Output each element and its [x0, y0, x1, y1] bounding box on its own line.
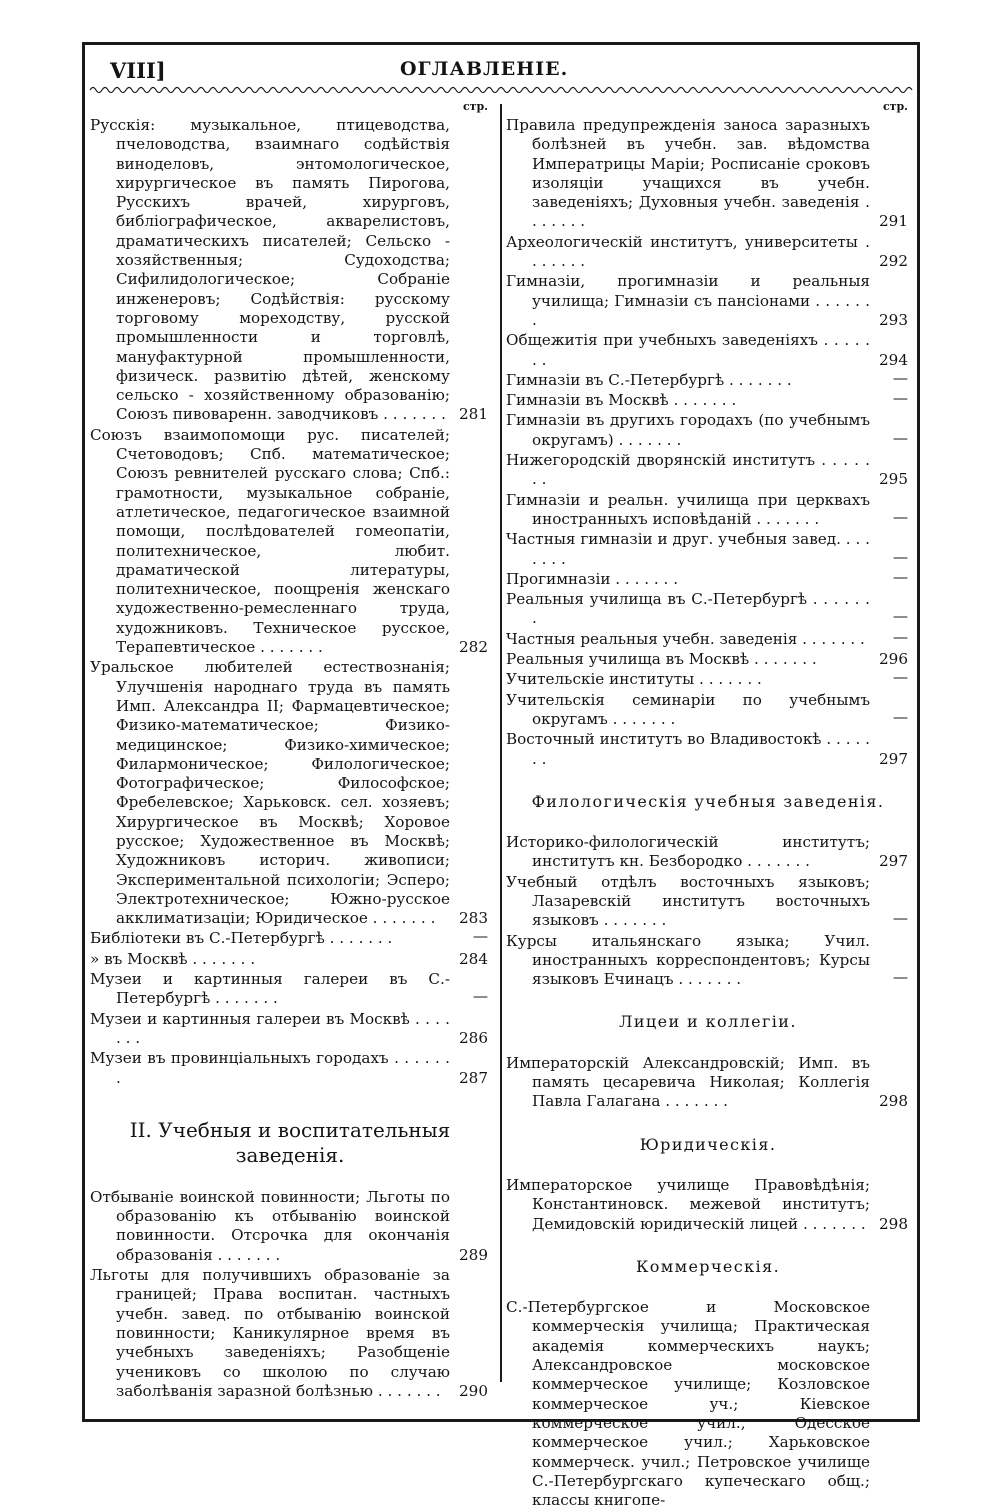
toc-entry-text: Гимназіи въ Москвѣ . . . . . . . [506, 391, 737, 410]
toc-entry-page: — [892, 707, 908, 726]
toc-entry-page: 281 [459, 405, 488, 424]
toc-entry [506, 331, 910, 370]
toc-entry [90, 1010, 490, 1049]
toc-entry-text: Гимназіи, прогимназіи и реальныя училища; Гимназіи съ пансіонами . . . . . . . [506, 272, 870, 329]
toc-entry-page: 296 [879, 650, 908, 669]
toc-entry [506, 833, 910, 872]
toc-entry-text: Учительскіе институты . . . . . . . [506, 670, 762, 689]
toc-entry-text: Музеи и картинныя галереи въ Москвѣ . . . . . . . [90, 1009, 450, 1047]
toc-entry-page: — [892, 909, 908, 928]
toc-entry [506, 567, 910, 589]
toc-entry [506, 932, 910, 990]
toc-entry-page: 287 [459, 1068, 488, 1087]
right-entries-list [506, 116, 910, 769]
toc-entry [506, 116, 910, 232]
left-column [90, 98, 490, 1402]
toc-entry-page: — [892, 389, 908, 408]
toc-entry-text: Императорскій Александровскій; Имп. въ память цесаревича Николая; Коллегія Павла Галагана . . . . . . . [506, 1053, 870, 1111]
toc-entry-page: 284 [459, 949, 488, 968]
toc-entry [506, 530, 910, 569]
juridical-entries [506, 1176, 910, 1234]
toc-entry-text: Музеи въ провинціальныхъ городахъ . . . . . . . [90, 1049, 450, 1087]
commercial-entries [506, 1298, 910, 1510]
toc-entry-page: 295 [879, 470, 908, 489]
toc-entry-page: — [892, 428, 908, 447]
toc-entry [506, 691, 910, 730]
toc-entry-page: 297 [879, 852, 908, 871]
toc-entry [506, 411, 910, 450]
page-column-label: стр. [462, 100, 488, 113]
toc-entry [506, 1176, 910, 1234]
toc-entry-text: Гимназіи и реальн. училища при церквахъ иностранныхъ исповѣданій . . . . . . . [506, 490, 870, 528]
toc-entry [90, 970, 490, 1009]
toc-entry-text: Курсы итальянскаго языка; Учил. иностранныхъ корреспондентовъ; Курсы языковъ Ечинацъ . . . . . . . [506, 931, 870, 989]
lyceum-entries [506, 1054, 910, 1112]
toc-entry-page: 297 [879, 749, 908, 768]
toc-entry-page: — [892, 567, 908, 586]
toc-entry [506, 650, 910, 669]
toc-entry-page: — [892, 368, 908, 387]
toc-entry [506, 451, 910, 490]
toc-entry-text: Историко-филологическій институтъ; институтъ кн. Безбородко . . . . . . . [506, 833, 870, 871]
toc-entry-page: 293 [879, 310, 908, 329]
toc-entry-text: Гимназіи въ С.-Петербургѣ . . . . . . . [506, 370, 792, 389]
toc-entry-text: Уральское любителей естествознанія; Улучшенія народнаго труда въ память Имп. Александра II; Фармацевтическое; Физико-математическое; Физико-медицинское; Физико-химическое; Филармоническое; Филологическое; Фотографическое; Философское; Фребелевское; Харьковск. сел. хозяевъ; Хирургическое въ Москвѣ; Хоровое русское; Художественное въ Москвѣ; Художниковъ историч. живописи; Экспериментальной психологіи; Эсперо; Электротехническое; Южно-русское акклиматизаціи; Юридическое . . . . . . . [90, 658, 450, 928]
toc-entry [90, 658, 490, 928]
toc-entry-page: 290 [459, 1381, 488, 1400]
toc-entry-text: Общежитія при учебныхъ заведеніяхъ . . . . . . . [506, 331, 870, 369]
toc-entry-text: Императорское училище Правовѣдѣнія; Константиновск. межевой институтъ; Демидовскій юридическій лицей . . . . . . . [506, 1175, 870, 1233]
subsection-title-lyceums: Лицеи и коллегіи. [619, 1012, 797, 1032]
toc-entry-text: Учебный отдѣлъ восточныхъ языковъ; Лазаревскій институтъ восточныхъ языковъ . . . . . . . [506, 872, 870, 930]
toc-entry-page: 292 [879, 252, 908, 271]
toc-entry-text: Реальныя училища въ С.-Петербургѣ . . . . . . . [506, 590, 870, 628]
toc-entry-page: — [892, 668, 908, 687]
subsection-title-philological: Филологическія учебныя заведенія. [531, 791, 885, 811]
page-column-label: стр. [882, 100, 908, 113]
toc-entry [506, 1298, 910, 1510]
toc-entry-text: Восточный институтъ во Владивостокѣ . . . . . . . [506, 730, 870, 768]
subsection-title-commercial: Коммерческія. [635, 1256, 781, 1276]
philological-entries [506, 833, 910, 989]
toc-entry-page: 291 [879, 212, 908, 231]
toc-entry-text: Гимназіи въ другихъ городахъ (по учебнымъ округамъ) . . . . . . . [506, 411, 870, 449]
toc-entry-page: 282 [459, 638, 488, 657]
toc-entry-page: 286 [459, 1028, 488, 1047]
toc-entry-page: — [472, 987, 488, 1006]
toc-entry-text: Частныя гимназіи и друг. учебныя завед. . . . . . . . [506, 530, 870, 568]
section-title: II. Учебныя и воспитательныя заведенія. [129, 1117, 451, 1167]
subsection-title-juridical: Юридическія. [639, 1134, 777, 1154]
toc-entry [506, 590, 910, 629]
toc-entry-page: — [892, 627, 908, 646]
toc-entry-text: Прогимназіи . . . . . . . [506, 569, 679, 588]
toc-entry-text: Союзъ взаимопомощи рус. писателей; Счетоводовъ; Спб. математическое; Союзъ ревнителей русскаго слова; Спб.: грамотности, музыкальное собраніе, атлетическое, педагогическое взаимной помощи, послѣдователей гомеопатіи, политехническое, любит. драматической литературы, политехническое, поощренія женскаго художественно-ремесленнаго труда, художниковъ. Техническое русское, Терапевтическое . . . . . . . [90, 425, 450, 657]
toc-entry-text: С.-Петербургское и Московское коммерческія училища; Практическая академія коммерческихъ наукъ; Александровское московское коммерческое училище; Козловское коммерческое уч.; Кіевское коммерческое учил., Одесское коммерческое учил.; Харьковское коммерческ. учил.; Петровское училище С.-Петербургскаго купеческаго общ.; классы книгопе- [506, 1298, 870, 1510]
left-entries-list [90, 116, 490, 1088]
toc-entry-text: Льготы для получившихъ образованіе за границей; Права воспитан. частныхъ учебн. завед. по отбыванію воинской повинности; Каникулярное время въ учебныхъ заведеніяхъ; Разобщеніе учениковъ со школою по случаю заболѣванія заразной болѣзнью . . . . . . . [90, 1266, 450, 1400]
toc-entry [506, 368, 910, 390]
toc-entry-text: Отбываніе воинской повинности; Льготы по образованію къ отбыванію воинской повинности. Отсрочка для окончанія образованія . . . . . . . [90, 1187, 450, 1264]
toc-entry [506, 1054, 910, 1112]
toc-entry-page: 298 [879, 1214, 908, 1233]
toc-entry-text: Частныя реальныя учебн. заведенія . . . . . . . [506, 629, 865, 648]
toc-entry-text: Реальныя училища въ Москвѣ . . . . . . . [506, 650, 817, 669]
header-wavy-rule [90, 84, 912, 96]
toc-entry-text: » въ Москвѣ . . . . . . . [90, 949, 256, 968]
toc-entry-page: — [892, 968, 908, 987]
toc-entry-text: Библіотеки въ С.-Петербургѣ . . . . . . . [90, 929, 393, 948]
toc-entry [506, 670, 910, 689]
toc-entry [90, 1266, 490, 1401]
toc-entry-page: — [892, 607, 908, 626]
page-title: ОГЛАВЛЕНІЕ. [400, 58, 569, 80]
toc-entry [506, 730, 910, 769]
toc-entry [506, 491, 910, 530]
toc-entry [90, 116, 490, 425]
toc-entry-text: Археологическій институтъ, университеты . . . . . . . [506, 232, 870, 271]
toc-entry-text: Русскія: музыкальное, птицеводства, пчеловодства, взаимнаго содѣйствія виноделовъ, энтомологическое, хирургическое въ память Пирогова, Русскихъ врачей, хирурговъ, библіографическое, акварелистовъ, драматическихъ писателей; Сельско - хозяйственныя; Судоходства; Сифилидологическое; Собраніе инженеровъ; Содѣйствія: русскому торговому мореходству, русской промышленности и торговлѣ, мануфактурной промышленности, физическ. развитію дѣтей, женскому сельско - хозяйственному образованію; Союзъ пивоваренн. заводчиковъ . . . . . . . [90, 116, 450, 424]
left-entries-list-2 [90, 1188, 490, 1401]
toc-entry [90, 1188, 490, 1265]
toc-entry-page: 289 [459, 1245, 488, 1264]
toc-entry-page: 298 [879, 1092, 908, 1111]
toc-entry [90, 950, 490, 969]
toc-entry-text: Музеи и картинныя галереи въ С.-Петербургѣ . . . . . . . [90, 970, 450, 1008]
toc-entry [506, 233, 910, 272]
page-number: VIII] [110, 58, 166, 83]
toc-entry [506, 391, 910, 410]
toc-entry-page: 294 [879, 350, 908, 369]
right-column [506, 98, 910, 1511]
toc-entry-page: — [892, 547, 908, 566]
toc-entry-page: — [472, 927, 488, 946]
toc-entry [90, 929, 490, 948]
toc-entry-page: — [892, 507, 908, 526]
toc-entry-text: Правила предупрежденія заноса заразныхъ болѣзней въ учебн. зав. вѣдомства Императрицы Маріи; Росписаніе сроковъ изоляціи учащихся въ учебн. заведеніяхъ; Духовныя учебн. заведенія . . . . . . . [506, 116, 870, 231]
toc-entry-page: 283 [459, 909, 488, 928]
toc-entry [90, 426, 490, 658]
toc-entry [506, 272, 910, 330]
column-divider [500, 104, 502, 1382]
toc-entry [90, 1049, 490, 1088]
toc-entry-text: Учительскія семинаріи по учебнымъ округамъ . . . . . . . [506, 690, 870, 728]
toc-entry [506, 873, 910, 931]
toc-entry [506, 627, 910, 649]
toc-entry-text: Нижегородскій дворянскій институтъ . . . . . . . [506, 451, 870, 489]
